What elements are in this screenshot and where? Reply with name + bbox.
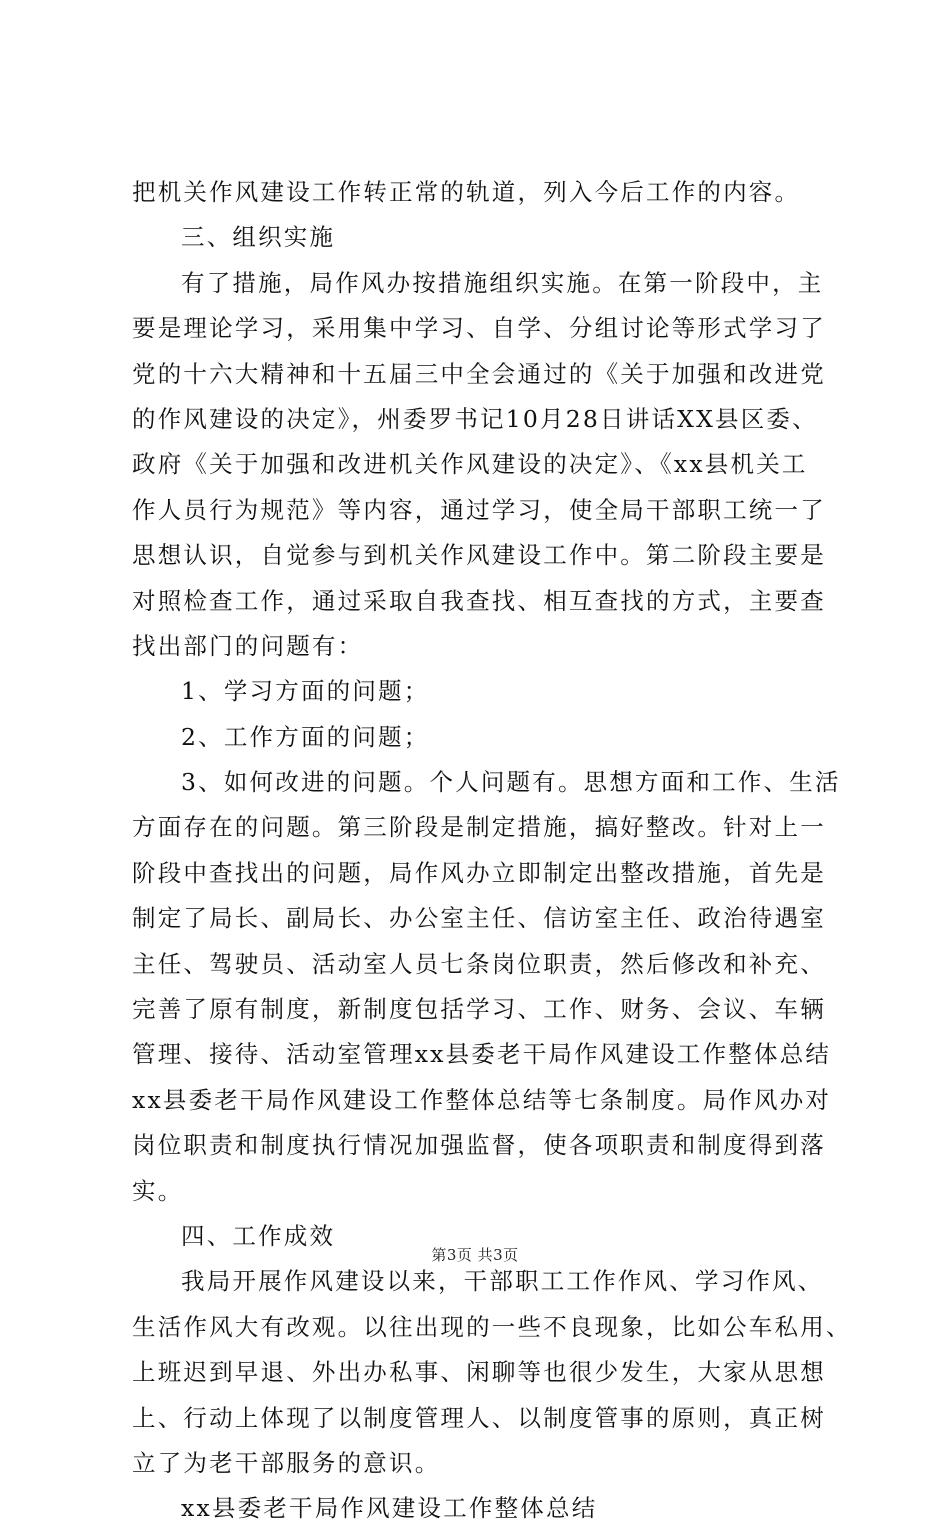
body-text	[132, 170, 852, 1532]
text-line: 我局开展作风建设以来，干部职工工作作风、学习作风、	[181, 1267, 824, 1296]
text-line: 对照检查工作，通过采取自我查找、相互查找的方式，主要查	[132, 586, 826, 615]
text-line: 的作风建设的决定》，州委罗书记10月28日讲话XX县区委、	[132, 404, 818, 433]
text-line: 有了措施，局作风办按措施组织实施。在第一阶段中，主	[181, 268, 824, 297]
text-line: xx县委老干局作风建设工作整体总结等七条制度。局作风办对	[132, 1085, 832, 1114]
page-footer: 第3页 共3页	[431, 1246, 519, 1264]
text-line: 上、行动上体现了以制度管理人、以制度管事的原则，真正树	[132, 1403, 826, 1432]
list-item: 3、如何改进的问题。个人问题有。思想方面和工作、生活	[181, 768, 841, 797]
text-line: 政府《关于加强和改进机关作风建设的决定》、《xx县机关工	[132, 450, 808, 479]
text-line: 作人员行为规范》等内容，通过学习，使全局干部职工统一了	[132, 495, 826, 524]
text-line: 阶段中查找出的问题，局作风办立即制定出整改措施，首先是	[132, 858, 826, 887]
list-item: 1、学习方面的问题；	[181, 677, 430, 706]
text-line: 思想认识，自觉参与到机关作风建设工作中。第二阶段主要是	[132, 541, 826, 570]
text-line: 岗位职责和制度执行情况加强监督，使各项职责和制度得到落	[132, 1131, 826, 1160]
text-line: 主任、驾驶员、活动室人员七条岗位职责，然后修改和补充、	[132, 949, 826, 978]
text-line: 制定了局长、副局长、办公室主任、信访室主任、政治待遇室	[132, 904, 826, 933]
text-line: 把机关作风建设工作转正常的轨道，列入今后工作的内容。	[132, 178, 801, 206]
text-line: 上班迟到早退、外出办私事、闲聊等也很少发生，大家从思想	[132, 1358, 826, 1387]
text-line: 要是理论学习，采用集中学习、自学、分组讨论等形式学习了	[132, 314, 826, 343]
text-line: 找出部门的问题有：	[132, 631, 364, 660]
list-item: 2、工作方面的问题；	[181, 722, 430, 751]
text-line: 方面存在的问题。第三阶段是制定措施，搞好整改。针对上一	[132, 813, 826, 842]
text-line: 党的十六大精神和十五届三中全会通过的《关于加强和改进党	[132, 359, 826, 388]
section-heading-results: 四、工作成效	[181, 1221, 336, 1250]
text-line: 实。	[132, 1176, 184, 1205]
text-line: 立了为老干部服务的意识。	[132, 1448, 441, 1477]
text-line: 管理、接待、活动室管理xx县委老干局作风建设工作整体总结	[132, 1040, 832, 1069]
section-heading-organization: 三、组织实施	[181, 223, 336, 252]
closing-title: xx县委老干局作风建设工作整体总结	[181, 1494, 598, 1523]
text-line: 生活作风大有改观。以往出现的一些不良现象，比如公车私用、	[132, 1312, 852, 1341]
text-line: 完善了原有制度，新制度包括学习、工作、财务、会议、车辆	[132, 995, 826, 1024]
